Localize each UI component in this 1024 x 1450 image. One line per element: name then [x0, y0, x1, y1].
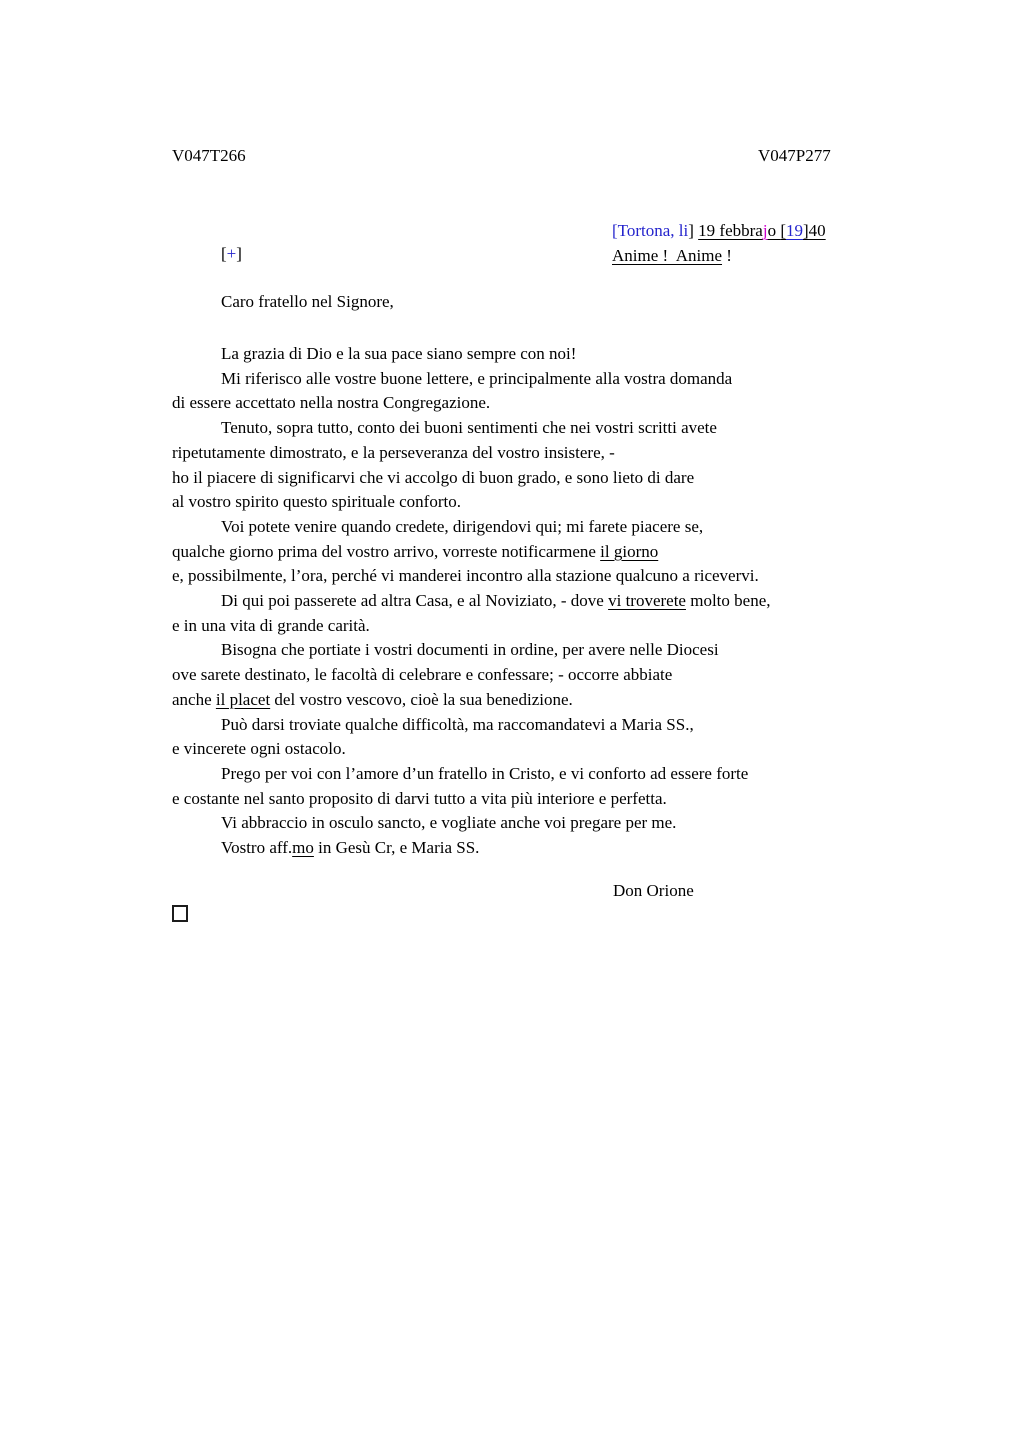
text-segment: vi troverete [608, 591, 686, 611]
body-line [172, 811, 771, 836]
cross-mark [221, 244, 242, 264]
dateline [612, 218, 826, 243]
text-segment: di essere accettato nella nostra Congregazione. [172, 393, 491, 413]
text-segment: e costante nel santo proposito di darvi tutto a vita più interiore e perfetta. [172, 788, 667, 808]
body-line [172, 713, 771, 738]
text-segment: ove sarete destinato, le facoltà di celebrare e confessare; - occorre abbiate [172, 665, 673, 685]
body-line [172, 663, 771, 688]
text-segment: ! [722, 246, 732, 265]
archive-code-left: V047T266 [172, 146, 246, 165]
text-segment: ]40 [802, 221, 826, 240]
body-line [172, 614, 771, 639]
body-line [172, 638, 771, 663]
body-line [172, 762, 771, 787]
text-segment: e, possibilmente, l’ora, perché vi manderei incontro alla stazione qualcuno a ricevervi. [172, 566, 759, 586]
text-segment: mo [292, 838, 314, 858]
text-segment: [Tortona, li [612, 221, 689, 240]
archive-code-right: V047P277 [758, 146, 831, 165]
text-segment: in Gesù Cr, e Maria SS. [313, 838, 480, 858]
text-segment: La grazia di Dio e la sua pace siano sempre con noi! [221, 344, 577, 363]
text-segment: Vostro aff. [221, 838, 293, 858]
text-segment: Può darsi troviate qualche difficoltà, ma raccomandatevi a Maria SS., [221, 714, 694, 734]
letter-body [172, 342, 771, 861]
body-line [172, 391, 771, 416]
text-segment: [ [780, 221, 786, 240]
text-segment: ] [236, 244, 242, 263]
text-segment: Vi abbraccio in osculo sancto, e vogliate anche voi pregare per me. [221, 813, 677, 833]
body-line [172, 466, 771, 491]
text-segment: anche [172, 689, 216, 709]
text-segment: al vostro spirito questo spirituale conforto. [172, 492, 461, 512]
body-line [172, 564, 771, 589]
text-segment: e vincerete ogni ostacolo. [172, 739, 346, 759]
body-line [172, 737, 771, 762]
body-line [172, 515, 771, 540]
signature: Don Orione [613, 881, 694, 900]
text-segment: 19 [785, 221, 803, 240]
body-line [172, 342, 771, 367]
text-segment: Tenuto, sopra tutto, conto dei buoni sentimenti che nei vostri scritti avete [221, 418, 717, 438]
greeting-line: Caro fratello nel Signore, [221, 292, 394, 311]
text-segment: ho il piacere di significarvi che vi accolgo di buon grado, e sono lieto di dare [172, 467, 695, 487]
text-segment: [ [221, 244, 227, 263]
body-line [172, 490, 771, 515]
body-line [172, 589, 771, 614]
text-segment: il placet [215, 689, 271, 709]
text-segment: Prego per voi con l’amore d’un fratello in Cristo, e vi conforto ad essere forte [221, 763, 749, 783]
text-segment: e in una vita di grande carità. [172, 615, 370, 635]
text-segment: Anime ! Anime [612, 246, 723, 265]
motto-line [612, 243, 732, 268]
text-segment: del vostro vescovo, cioè la sua benedizione. [270, 689, 573, 709]
body-line [172, 441, 771, 466]
text-segment: molto bene, [685, 591, 771, 611]
text-segment: qualche giorno prima del vostro arrivo, vorreste notificarmene [172, 541, 601, 561]
body-line [172, 688, 771, 713]
text-segment: il giorno [600, 541, 659, 561]
text-segment: Bisogna che portiate i vostri documenti in ordine, per avere nelle Diocesi [221, 640, 719, 660]
body-line [172, 836, 771, 861]
text-segment: j [762, 221, 768, 240]
end-square-icon [172, 905, 188, 922]
body-line [172, 787, 771, 812]
body-line [172, 540, 771, 565]
text-segment: Mi riferisco alle vostre buone lettere, e principalmente alla vostra domanda [221, 368, 733, 388]
text-segment: ripetutamente dimostrato, e la perseveranza del vostro insistere, - [172, 442, 615, 462]
text-segment: o [767, 221, 781, 240]
text-segment: + [226, 244, 237, 263]
text-segment: 19 febbra [698, 221, 763, 240]
text-segment: Voi potete venire quando credete, dirigendovi qui; mi farete piacere se, [221, 516, 704, 536]
body-line [172, 416, 771, 441]
body-line [172, 367, 771, 392]
text-segment: Di qui poi passerete ad altra Casa, e al Noviziato, - dove [221, 591, 609, 611]
text-segment: ] [688, 221, 699, 240]
